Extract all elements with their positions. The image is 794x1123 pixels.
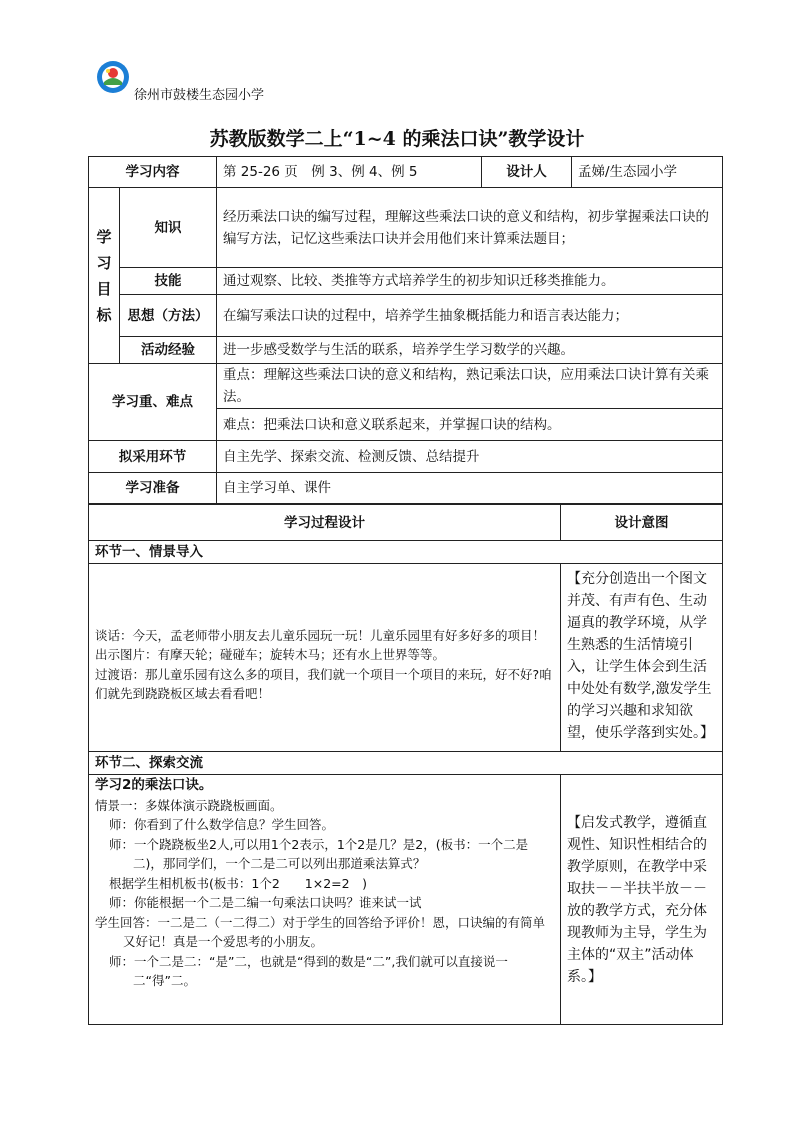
section1-body xyxy=(89,564,561,752)
section2-title: 环节二、探索交流 xyxy=(89,752,723,775)
section1-transition: 过渡语：那儿童乐园有这么多的项目，我们就一个项目一个项目的来玩，好不好?咱们就先到跷跷板区域去看看吧！ xyxy=(95,666,552,701)
thought-text: 在编写乘法口诀的过程中，培养学生抽象概括能力和语言表达能力； xyxy=(217,295,723,337)
keypoints-label: 学习重、难点 xyxy=(89,364,217,441)
prep-value: 自主学习单、课件 xyxy=(217,473,723,504)
prep-label: 学习准备 xyxy=(89,473,217,504)
section2-line: 情景一：多媒体演示跷跷板画面。 xyxy=(95,797,283,813)
section2-subtitle: 学习2的乘法口诀。 xyxy=(95,777,213,793)
knowledge-text: 经历乘法口诀的编写过程，理解这些乘法口诀的意义和结构，初步掌握乘法口诀的编写方法，记忆这些乘法口诀并会用他们来计算乘法题目； xyxy=(217,188,723,268)
intent-header: 设计意图 xyxy=(561,505,723,541)
section2-line: 师：你能根据一个二是二编一句乘法口诀吗？谁来试一试 xyxy=(109,895,422,910)
section2-line: 师：一个二是二：“是”二，也就是“得到的数是“二”,我们就可以直接说一二“得”二。 xyxy=(109,953,508,988)
section1-title: 环节一、情景导入 xyxy=(89,541,723,564)
content-value: 第 25-26 页 例 3、例 4、例 5 xyxy=(217,157,482,188)
thought-label: 思想（方法） xyxy=(120,295,217,337)
process-header: 学习过程设计 xyxy=(89,505,561,541)
goals-label: 学习目标 xyxy=(89,188,120,364)
designer-value: 孟娣/生态园小学 xyxy=(572,157,723,188)
section2-note: 【启发式教学，遵循直观性、知识性相结合的教学原则，在教学中采取扶－－半扶半放－－放的教学方式，充分体现教师为主导，学生为主体的“双主”活动体系。】 xyxy=(561,775,723,1025)
section2-line: 学生回答：一二是二（一二得二）对于学生的回答给予评价！恩，口诀编的有简单又好记！真是一个爱思考的小朋友。 xyxy=(95,914,546,949)
steps-label: 拟采用环节 xyxy=(89,441,217,473)
skill-text: 通过观察、比较、类推等方式培养学生的初步知识迁移类推能力。 xyxy=(217,268,723,295)
knowledge-label: 知识 xyxy=(120,188,217,268)
section2-body xyxy=(89,775,561,1025)
document-title: 苏教版数学二上“1~4 的乘法口诀”教学设计 xyxy=(209,128,585,150)
section1-talk: 谈话：今天，孟老师带小朋友去儿童乐园玩一玩！儿童乐园里有好多好多的项目！出示图片：有摩天轮；碰碰车；旋转木马；还有水上世界等等。 xyxy=(95,627,546,662)
section2-line: 根据学生相机板书(板书：1个2 1×2=2 ) xyxy=(109,875,367,891)
process-table xyxy=(88,504,723,1025)
section2-line: 师：你看到了什么数学信息？学生回答。 xyxy=(109,817,335,832)
steps-value: 自主先学、探索交流、检测反馈、总结提升 xyxy=(217,441,723,473)
skill-label: 技能 xyxy=(120,268,217,295)
keypoints-difficulty: 难点：把乘法口诀和意义联系起来，并掌握口诀的结构。 xyxy=(217,409,723,441)
section2-line: 师：一个跷跷板坐2人,可以用1个2表示，1个2是几？是2，(板书：一个二是二)，那同学们，一个二是二可以列出那道乘法算式？ xyxy=(109,836,529,871)
section1-note: 【充分创造出一个图文并茂、有声有色、生动逼真的教学环境，从学生熟悉的生活情境引入，让学生体会到生活中处处有数学,激发学生的学习兴趣和求知欲望，使乐学落到实处。】 xyxy=(561,564,723,752)
school-logo xyxy=(96,60,130,94)
activity-text: 进一步感受数学与生活的联系，培养学生学习数学的兴趣。 xyxy=(217,337,723,364)
activity-label: 活动经验 xyxy=(120,337,217,364)
designer-label: 设计人 xyxy=(482,157,572,188)
school-name: 徐州市鼓楼生态园小学 xyxy=(134,88,265,103)
keypoints-focus: 重点：理解这些乘法口诀的意义和结构，熟记乘法口诀，应用乘法口诀计算有关乘法。 xyxy=(217,364,723,409)
info-table xyxy=(88,156,723,504)
content-label: 学习内容 xyxy=(89,157,217,188)
